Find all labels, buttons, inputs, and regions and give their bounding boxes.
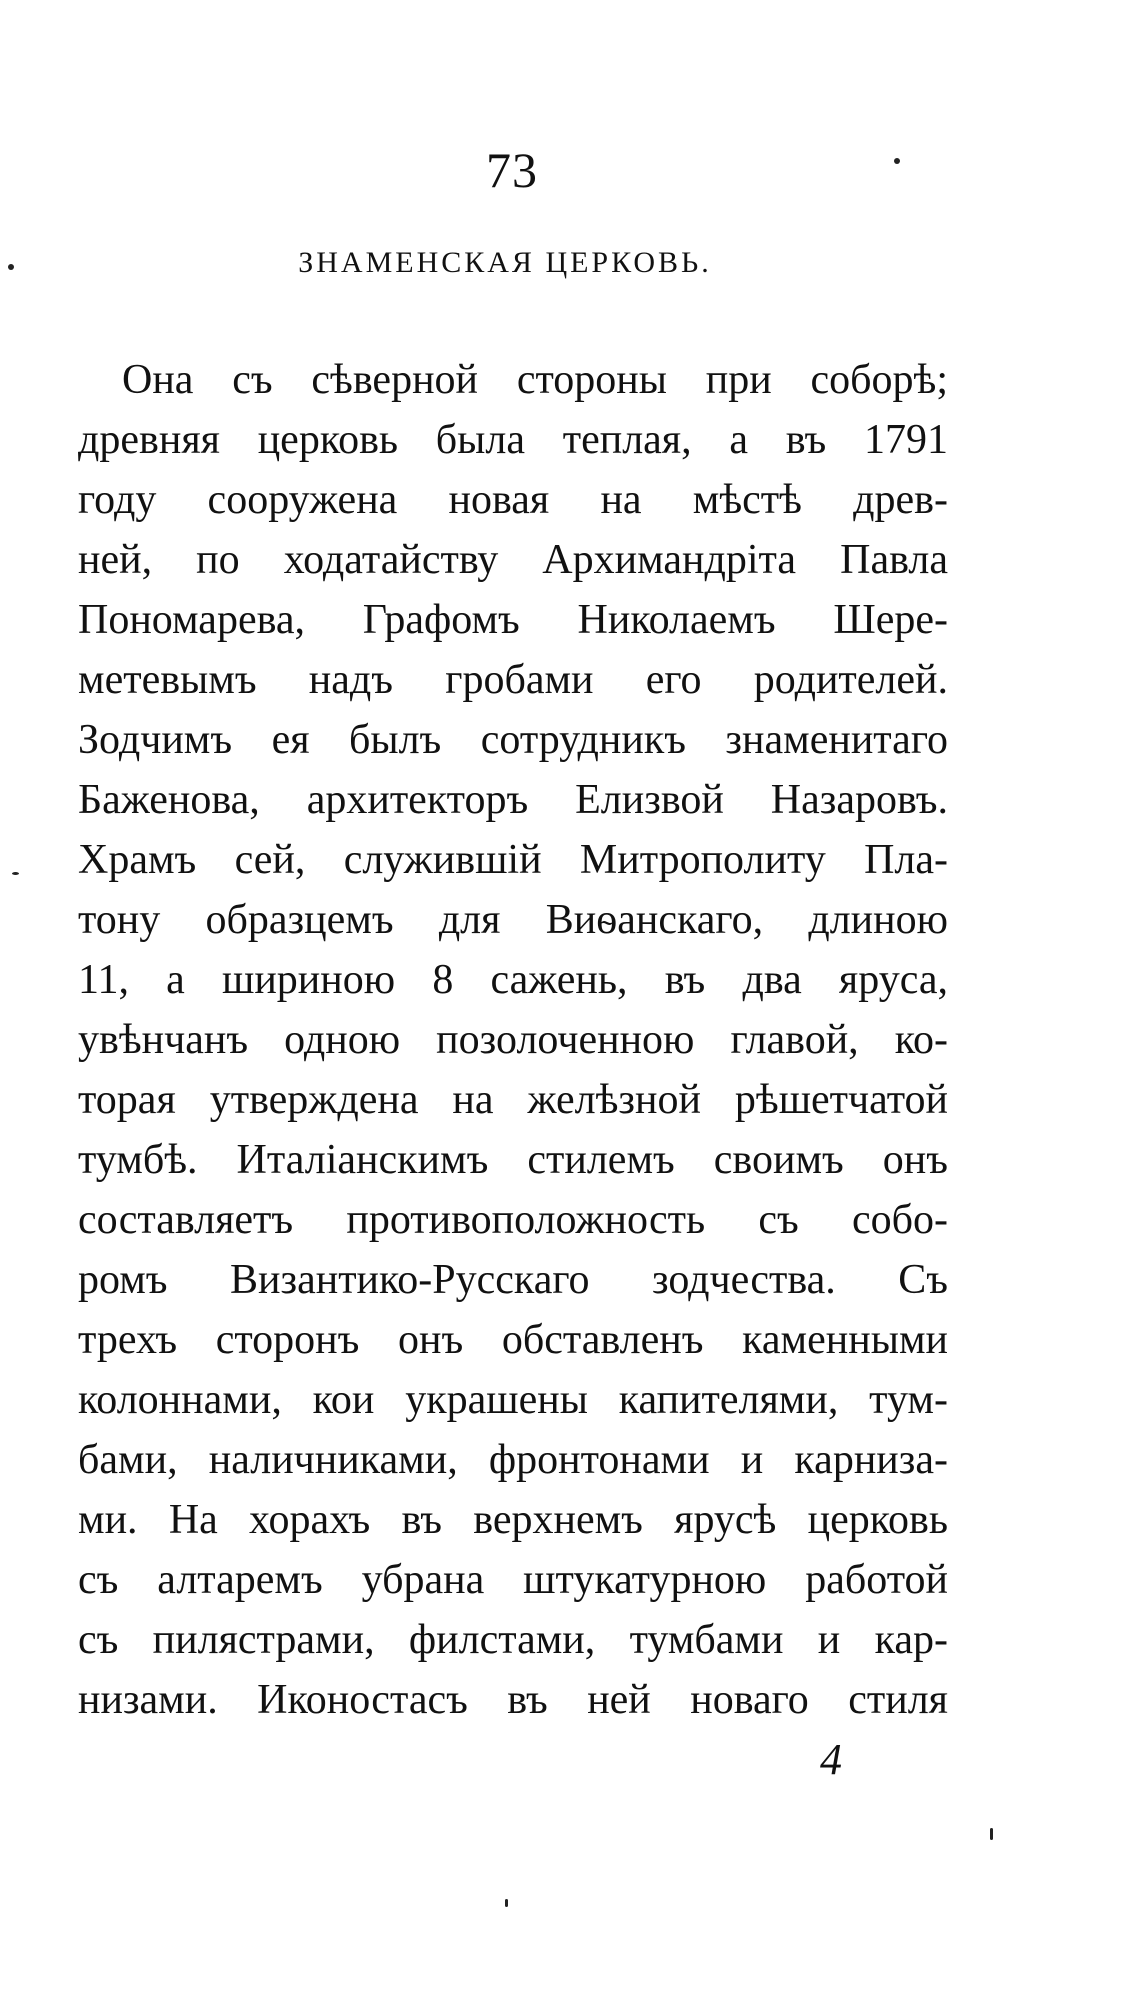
print-speck xyxy=(990,1828,993,1840)
print-speck xyxy=(12,872,19,875)
text-line: бами, наличниками, фронтонами и карниза- xyxy=(78,1437,948,1483)
signature-mark: 4 xyxy=(820,1735,842,1784)
text-line: колоннами, кои украшены капителями, тум- xyxy=(78,1377,948,1423)
text-line: году сооружена новая на мѣстѣ древ- xyxy=(78,477,948,523)
print-speck xyxy=(8,264,14,270)
text-line: торая утверждена на желѣзной рѣшетчатой xyxy=(78,1077,948,1123)
text-line: съ пилястрами, филстами, тумбами и кар- xyxy=(78,1617,948,1663)
text-line: ромъ Византико-Русскаго зодчества. Съ xyxy=(78,1257,948,1303)
text-line: метевымъ надъ гробами его родителей. xyxy=(78,657,948,703)
text-line: тумбѣ. Италіанскимъ стилемъ своимъ онъ xyxy=(78,1137,948,1183)
text-line: составляетъ противоположность съ собо- xyxy=(78,1197,948,1243)
text-line: низами. Иконостасъ въ ней новаго стиля xyxy=(78,1677,948,1723)
text-line: Храмъ сей, служившій Митрополиту Пла- xyxy=(78,837,948,883)
text-line: ми. На хорахъ въ верхнемъ ярусѣ церковь xyxy=(78,1497,948,1543)
body-text xyxy=(78,350,948,1730)
section-title: ЗНАМЕНСКАЯ ЦЕРКОВЬ. xyxy=(298,246,712,279)
print-speck xyxy=(505,1899,508,1907)
text-line: ней, по ходатайству Архимандріта Павла xyxy=(78,537,948,583)
text-line: тону образцемъ для Виѳанскаго, длиною xyxy=(78,897,948,943)
text-line: трехъ сторонъ онъ обставленъ каменными xyxy=(78,1317,948,1363)
text-line: Она съ сѣверной стороны при соборѣ; xyxy=(122,357,948,403)
text-line: увѣнчанъ одною позолоченною главой, ко- xyxy=(78,1017,948,1063)
text-line: съ алтаремъ убрана штукатурною работой xyxy=(78,1557,948,1603)
text-line: Пономарева, Графомъ Николаемъ Шере- xyxy=(78,597,948,643)
text-line: 11, а шириною 8 сажень, въ два яруса, xyxy=(78,957,948,1003)
text-line: Баженова, архитекторъ Елизвой Назаровъ. xyxy=(78,777,948,823)
page-number: 73 xyxy=(486,142,538,198)
text-line: Зодчимъ ея былъ сотрудникъ знаменитаго xyxy=(78,717,948,763)
text-line: древняя церковь была теплая, а въ 1791 xyxy=(78,417,948,463)
print-speck xyxy=(894,158,900,164)
